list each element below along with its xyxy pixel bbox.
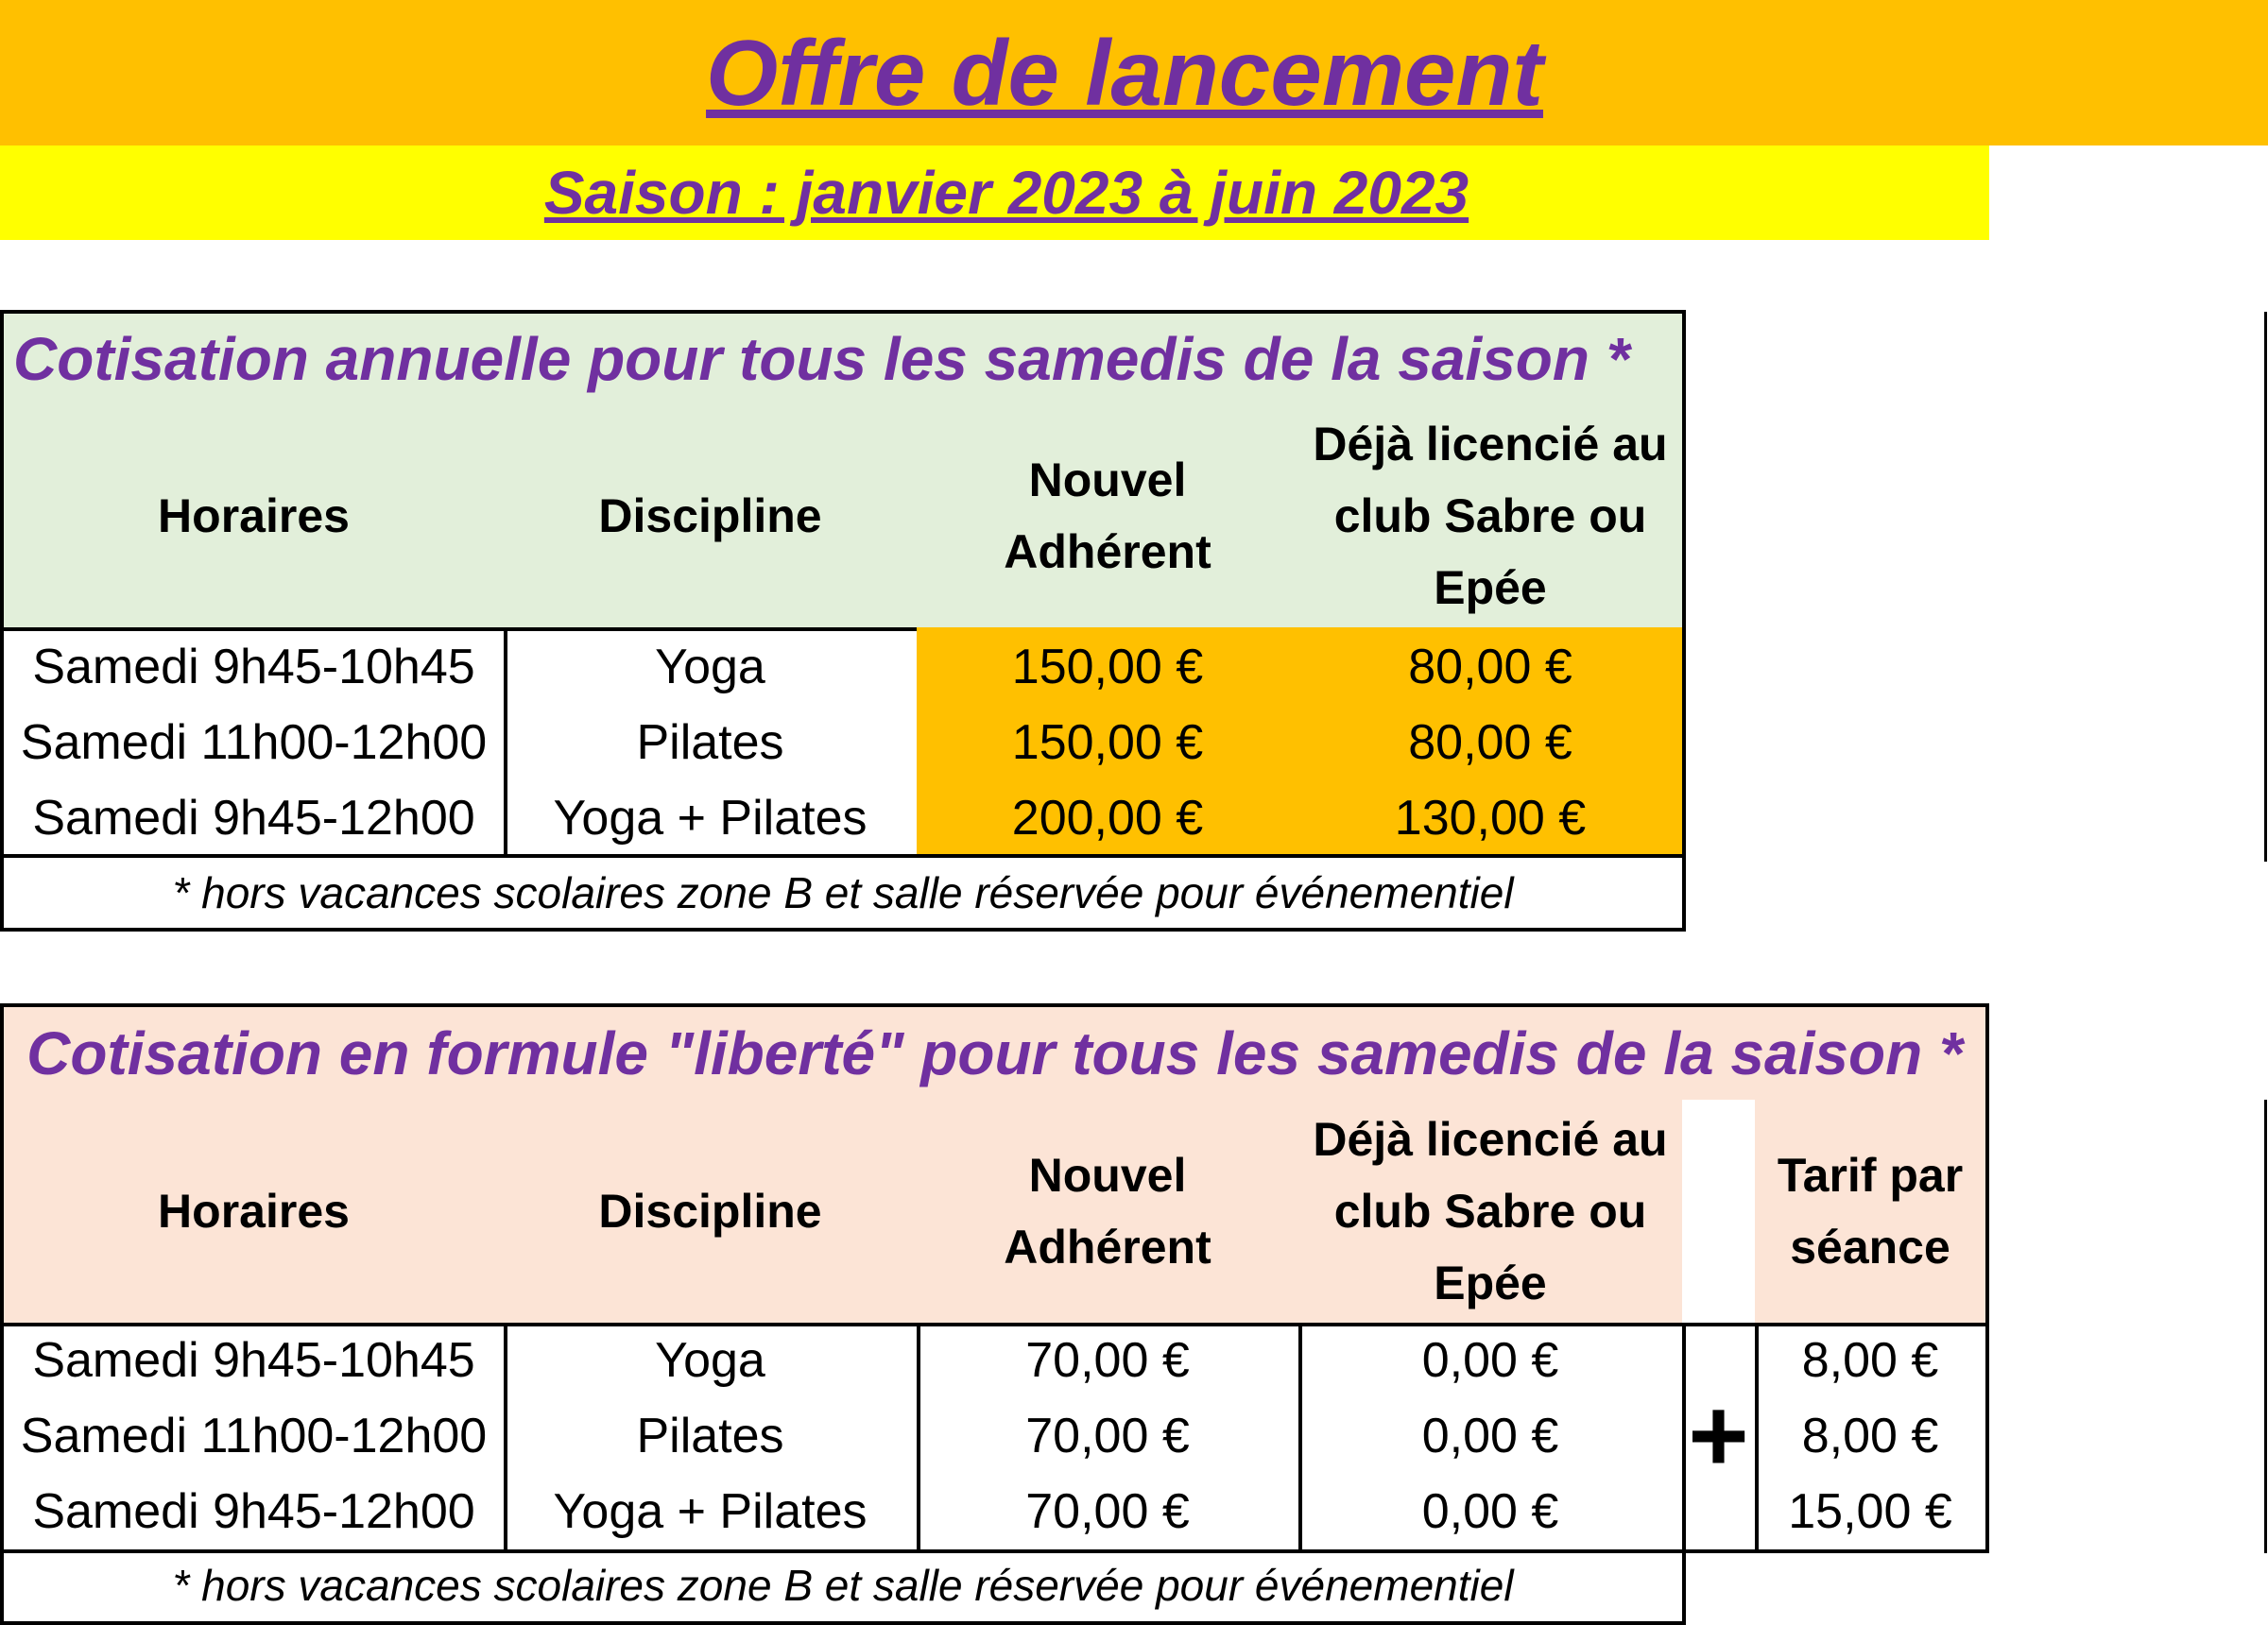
annual-row-1-discipline: Yoga: [655, 640, 765, 694]
liberte-row-1-nouvel-price: 70,00 €: [1025, 1333, 1190, 1388]
annual-row-1-nouvel-price: 150,00 €: [1011, 640, 1204, 694]
annual-col-horaires: [0, 627, 507, 858]
plus-icon: +: [1688, 1377, 1749, 1494]
annual-row-1-horaires: Samedi 9h45-10h45: [32, 640, 475, 694]
liberte-row-1-tarif: 8,00 €: [1801, 1333, 1939, 1388]
season-subtitle: Saison : janvier 2023 à juin 2023: [543, 159, 1469, 227]
annual-row-3-nouvel-price: 200,00 €: [1011, 791, 1204, 846]
right-edge-line: [2264, 1100, 2267, 1553]
liberte-header-tarif-seance: Tarif par séance: [1755, 1100, 1989, 1326]
liberte-footnote: * hors vacances scolaires zone B et salle réservée pour événementiel: [0, 1549, 1686, 1625]
annual-row-2-deja-price: 80,00 €: [1408, 715, 1572, 770]
liberte-row-1-discipline: Yoga: [655, 1333, 765, 1388]
liberte-header-spacer: [1682, 1100, 1759, 1326]
right-edge-line: [2264, 312, 2267, 862]
liberte-col-horaires: [0, 1323, 507, 1553]
annual-col-deja-licencie: [1298, 627, 1686, 858]
annual-table-title: Cotisation annuelle pour tous les samedis de la saison *: [0, 310, 1686, 408]
annual-row-3-deja-price: 130,00 €: [1394, 791, 1587, 846]
liberte-row-2-nouvel-price: 70,00 €: [1025, 1409, 1190, 1463]
annual-row-3-horaires: Samedi 9h45-12h00: [32, 791, 475, 846]
liberte-plus-cell: [1682, 1323, 1759, 1553]
annual-row-2-nouvel-price: 150,00 €: [1011, 715, 1204, 770]
liberte-row-2-tarif: 8,00 €: [1801, 1409, 1939, 1463]
liberte-row-1-horaires: Samedi 9h45-10h45: [32, 1333, 475, 1388]
annual-col-nouvel-adherent: [917, 627, 1302, 858]
liberte-header-discipline: Discipline: [504, 1100, 920, 1326]
liberte-header-nouvel-adherent: Nouvel Adhérent: [917, 1100, 1302, 1326]
liberte-row-3-discipline: Yoga + Pilates: [553, 1484, 868, 1539]
liberte-header-deja-licencie: Déjà licencié au club Sabre ou Epée: [1298, 1100, 1686, 1326]
liberte-row-1-deja-price: 0,00 €: [1421, 1333, 1559, 1388]
annual-header-deja-licencie: Déjà licencié au club Sabre ou Epée: [1298, 404, 1686, 631]
liberte-row-3-tarif: 15,00 €: [1788, 1484, 1952, 1539]
liberte-table-title: Cotisation en formule "liberté" pour tous les samedis de la saison *: [0, 1003, 1989, 1103]
annual-header-nouvel-adherent: Nouvel Adhérent: [917, 404, 1302, 631]
annual-header-horaires: Horaires: [0, 404, 507, 631]
liberte-col-nouvel-adherent: [917, 1323, 1302, 1553]
annual-row-2-discipline: Pilates: [636, 715, 784, 770]
annual-footnote: * hors vacances scolaires zone B et salle réservée pour événementiel: [0, 854, 1686, 932]
annual-row-2-horaires: Samedi 11h00-12h00: [20, 715, 488, 770]
page-title: Offre de lancement: [706, 20, 1543, 125]
liberte-row-2-deja-price: 0,00 €: [1421, 1409, 1559, 1463]
annual-row-1-deja-price: 80,00 €: [1408, 640, 1572, 694]
liberte-col-tarif-seance: [1755, 1323, 1989, 1553]
liberte-header-horaires: Horaires: [0, 1100, 507, 1326]
liberte-col-deja-licencie: [1298, 1323, 1686, 1553]
liberte-row-2-discipline: Pilates: [636, 1409, 784, 1463]
annual-row-3-discipline: Yoga + Pilates: [553, 791, 868, 846]
liberte-row-3-horaires: Samedi 9h45-12h00: [32, 1484, 475, 1539]
liberte-col-discipline: [504, 1323, 920, 1553]
liberte-row-2-horaires: Samedi 11h00-12h00: [20, 1409, 488, 1463]
annual-col-discipline: [504, 627, 920, 858]
annual-header-discipline: Discipline: [504, 404, 920, 631]
liberte-row-3-deja-price: 0,00 €: [1421, 1484, 1559, 1539]
liberte-row-3-nouvel-price: 70,00 €: [1025, 1484, 1190, 1539]
